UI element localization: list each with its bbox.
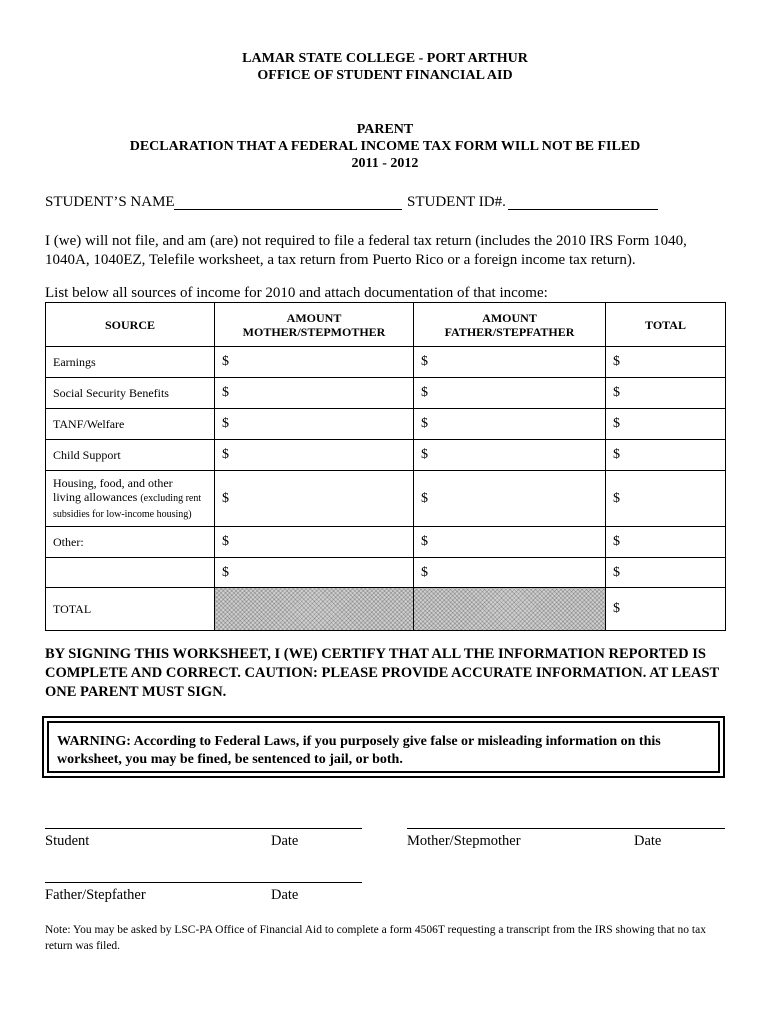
- father-signature-line[interactable]: [45, 882, 362, 883]
- father-amount-cell[interactable]: $: [414, 527, 606, 558]
- total-amount-cell[interactable]: $: [606, 527, 726, 558]
- mother-amount-cell[interactable]: $: [215, 558, 414, 588]
- table-row: [46, 558, 726, 588]
- total-amount-cell[interactable]: $: [606, 378, 726, 409]
- income-list-instruction: List below all sources of income for 2010 and attach documentation of that income:: [45, 285, 548, 301]
- father-amount-cell[interactable]: $: [414, 440, 606, 471]
- mother-amount-cell[interactable]: $: [215, 440, 414, 471]
- form-subject: PARENT: [356, 122, 414, 137]
- row-label-social-security: Social Security Benefits: [46, 378, 215, 409]
- student-id-label: STUDENT ID#.: [407, 194, 506, 210]
- table-total-row: [46, 588, 726, 631]
- father-amount-cell[interactable]: $: [414, 558, 606, 588]
- father-amount-cell[interactable]: $: [414, 409, 606, 440]
- mother-date-label: Date: [634, 833, 662, 849]
- row-label-total: TOTAL: [46, 588, 215, 631]
- father-amount-cell[interactable]: $: [414, 378, 606, 409]
- header-father: AMOUNT FATHER/STEPFATHER: [414, 303, 606, 347]
- mother-signature-label: Mother/Stepmother: [407, 833, 521, 849]
- row-label-housing: Housing, food, and other living allowances (excluding rent subsidies for low-income housing): [46, 471, 215, 527]
- table-header-row: [46, 303, 726, 347]
- father-amount-cell[interactable]: $: [414, 347, 606, 378]
- table-row: [46, 409, 726, 440]
- table-row: [46, 378, 726, 409]
- irs-transcript-note: Note: You may be asked by LSC-PA Office of Financial Aid to complete a form 4506T requesting a transcript from the IRS showing that no tax return was filed.: [45, 924, 706, 952]
- total-amount-cell[interactable]: $: [606, 558, 726, 588]
- total-amount-cell[interactable]: $: [606, 347, 726, 378]
- college-name: LAMAR STATE COLLEGE - PORT ARTHUR: [242, 51, 528, 66]
- father-date-label: Date: [271, 887, 299, 903]
- mother-amount-cell[interactable]: $: [215, 347, 414, 378]
- student-name-label: STUDENT’S NAME: [45, 194, 175, 210]
- row-label-other: Other:: [46, 527, 215, 558]
- father-signature-label: Father/Stepfather: [45, 887, 146, 903]
- student-date-label: Date: [271, 833, 299, 849]
- grand-total-cell[interactable]: $: [606, 588, 726, 631]
- income-table: [45, 302, 726, 631]
- header-total: TOTAL: [606, 303, 726, 347]
- table-row: [46, 471, 726, 527]
- student-signature-line[interactable]: [45, 828, 362, 829]
- total-amount-cell[interactable]: $: [606, 440, 726, 471]
- father-total-shaded-cell: [414, 588, 606, 631]
- table-row: [46, 347, 726, 378]
- warning-text: WARNING: According to Federal Laws, if you purposely give false or misleading information on this worksheet, you may be fined, be sentenced to jail, or both.: [47, 721, 720, 773]
- form-title: DECLARATION THAT A FEDERAL INCOME TAX FORM WILL NOT BE FILED: [129, 139, 641, 154]
- table-row: [46, 440, 726, 471]
- mother-signature-line[interactable]: [407, 828, 725, 829]
- mother-amount-cell[interactable]: $: [215, 527, 414, 558]
- declaration-text: I (we) will not file, and am (are) not required to file a federal tax return (includes the 2010 IRS Form 1040, 1040A, 1040EZ, Telefile worksheet, a tax return from Puerto Rico or a foreign income tax return).: [45, 233, 687, 268]
- mother-amount-cell[interactable]: $: [215, 409, 414, 440]
- father-amount-cell[interactable]: $: [414, 471, 606, 527]
- total-amount-cell[interactable]: $: [606, 471, 726, 527]
- row-label-other-blank[interactable]: [46, 558, 215, 588]
- award-year: 2011 - 2012: [351, 156, 419, 171]
- office-name: OFFICE OF STUDENT FINANCIAL AID: [257, 68, 513, 83]
- student-name-field[interactable]: [174, 193, 402, 210]
- student-id-field[interactable]: [508, 193, 658, 210]
- warning-box: [42, 716, 725, 778]
- row-label-tanf: TANF/Welfare: [46, 409, 215, 440]
- header-source: SOURCE: [46, 303, 215, 347]
- row-label-child-support: Child Support: [46, 440, 215, 471]
- mother-total-shaded-cell: [215, 588, 414, 631]
- row-label-earnings: Earnings: [46, 347, 215, 378]
- certification-statement: BY SIGNING THIS WORKSHEET, I (WE) CERTIFY THAT ALL THE INFORMATION REPORTED IS COMPLETE AND CORRECT. CAUTION: PLEASE PROVIDE ACCURATE INFORMATION. AT LEAST ONE PARENT MUST SIGN.: [45, 646, 719, 700]
- student-signature-label: Student: [45, 833, 90, 849]
- table-row: [46, 527, 726, 558]
- mother-amount-cell[interactable]: $: [215, 378, 414, 409]
- total-amount-cell[interactable]: $: [606, 409, 726, 440]
- header-mother: AMOUNT MOTHER/STEPMOTHER: [215, 303, 414, 347]
- mother-amount-cell[interactable]: $: [215, 471, 414, 527]
